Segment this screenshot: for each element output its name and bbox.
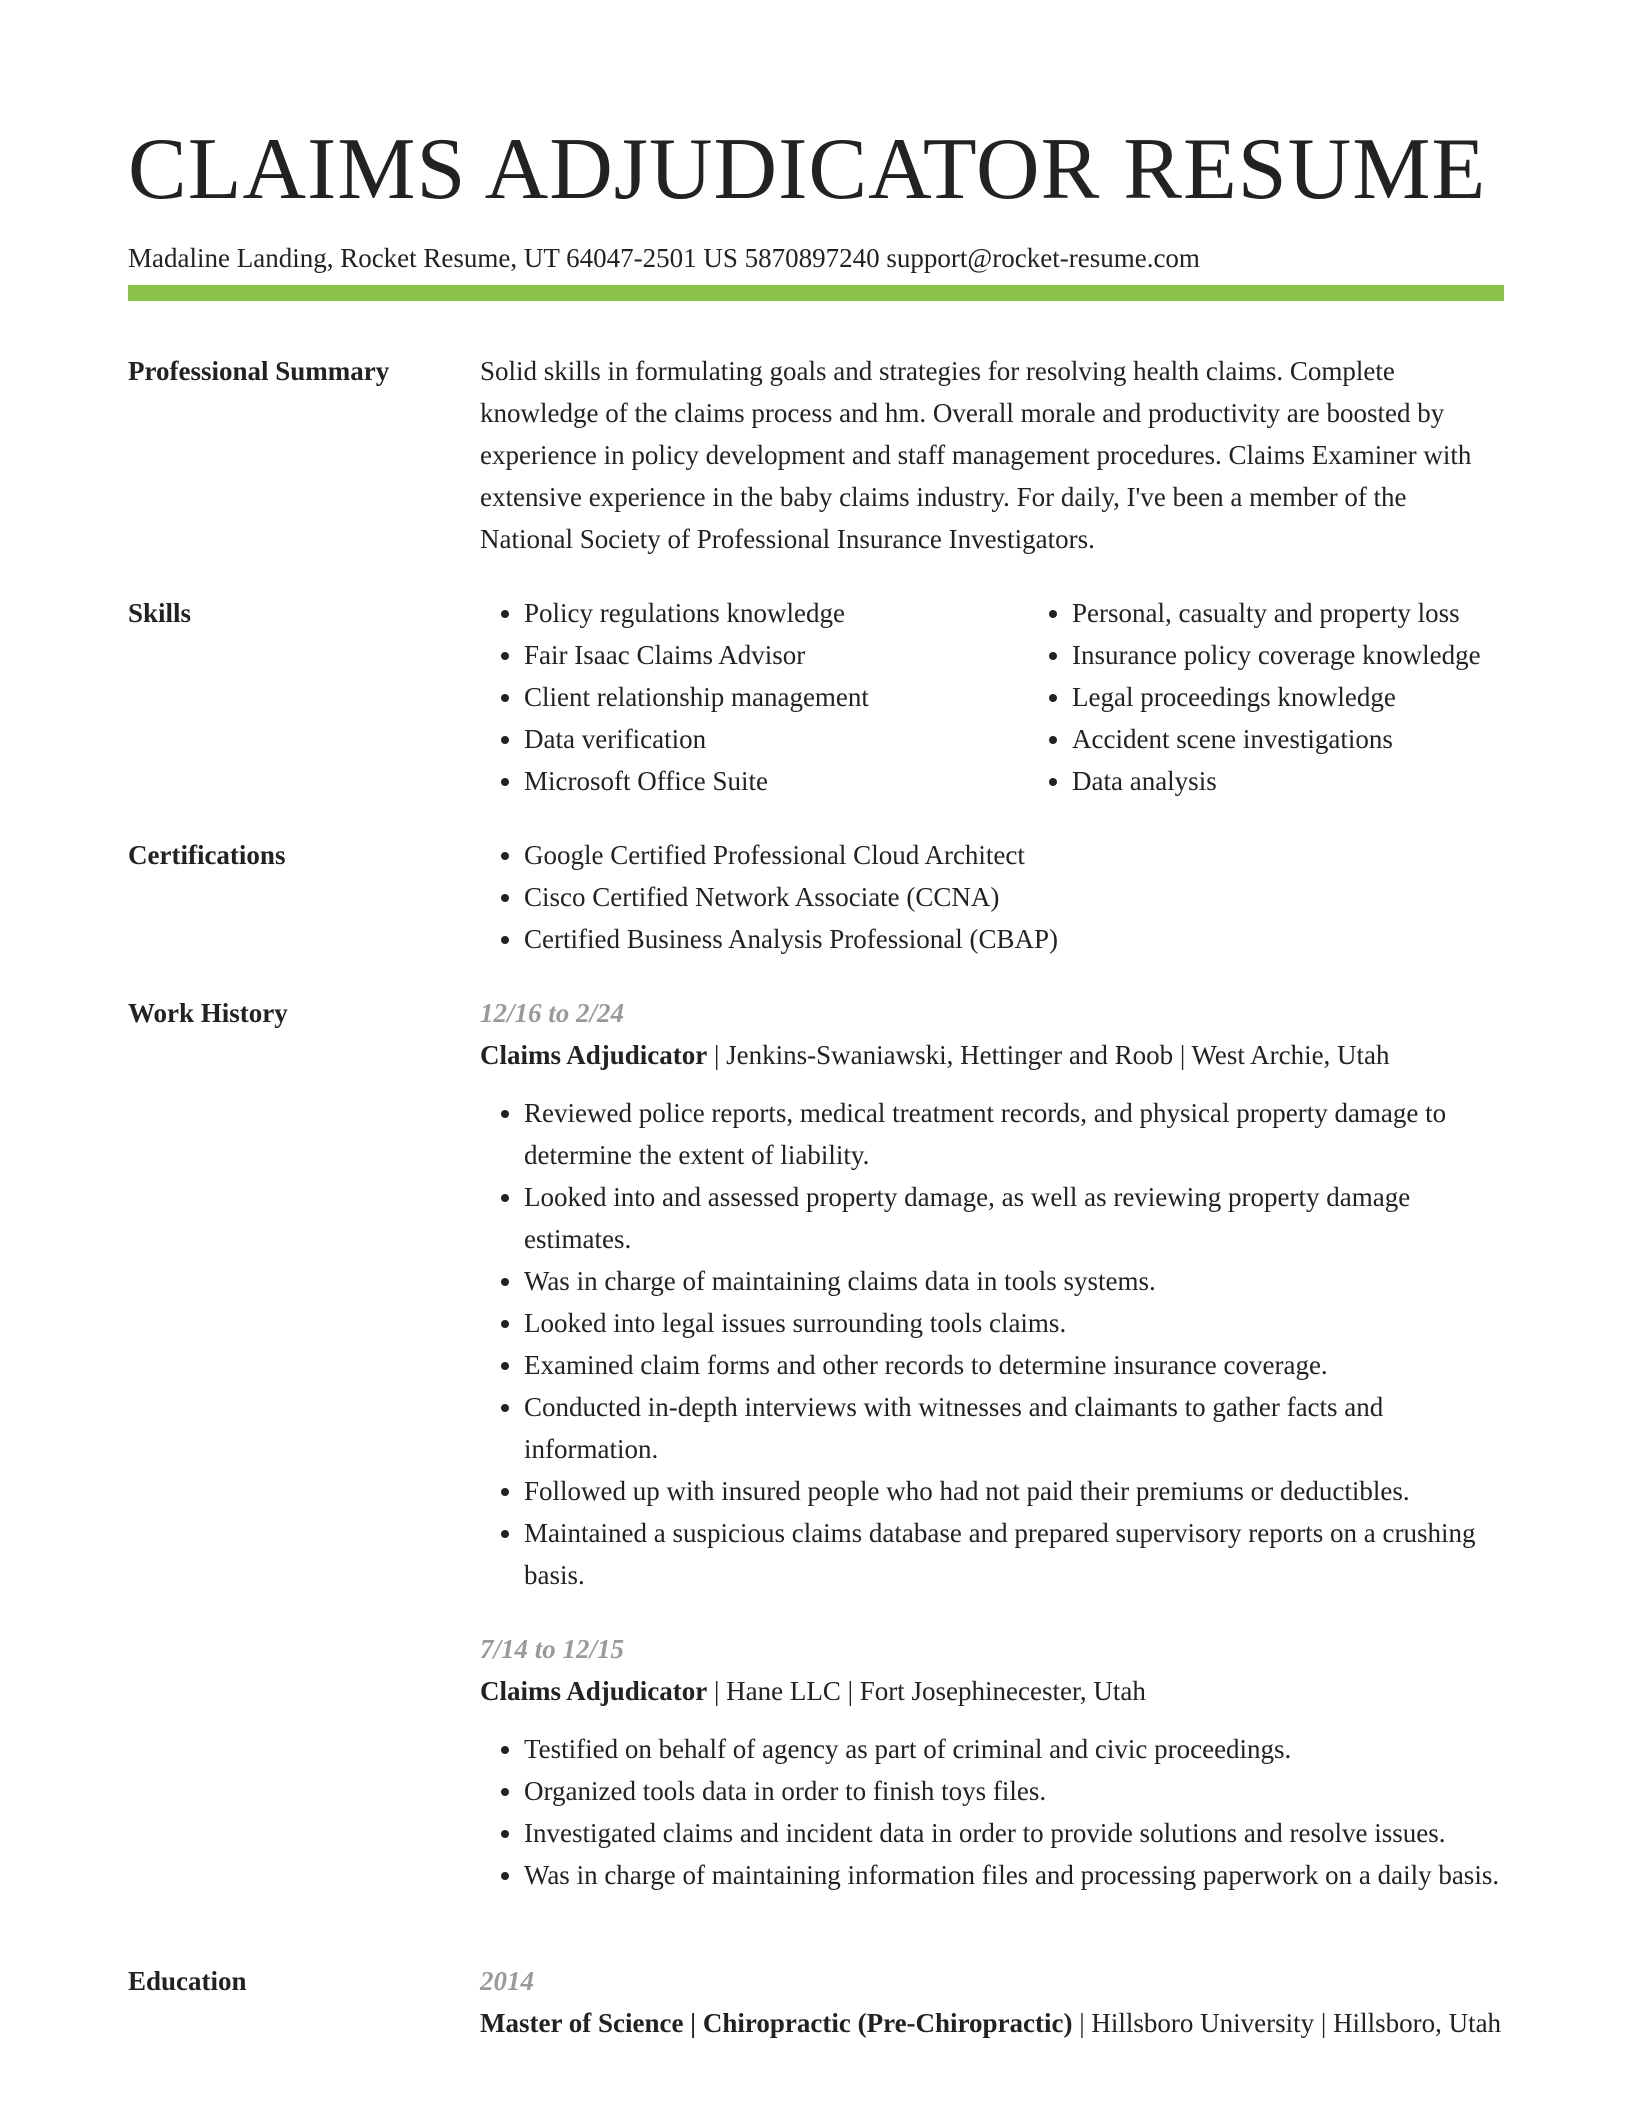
- job-bullet: • Was in charge of maintaining information files and processing paperwork on a daily basis.: [524, 1854, 1504, 1896]
- skill-item: • Data verification: [524, 718, 1028, 760]
- job-dates: 12/16 to 2/24: [480, 998, 625, 1028]
- section-label: Work History: [128, 998, 288, 1028]
- skill-item: • Policy regulations knowledge: [524, 592, 1028, 634]
- work-history-section: [128, 992, 1504, 1928]
- job-bullets: [480, 1728, 1504, 1896]
- job-details: | Jenkins-Swaniawski, Hettinger and Roob | West Archie, Utah: [707, 1040, 1390, 1070]
- summary-section: [128, 350, 1504, 560]
- job-entry: [480, 1628, 1504, 1896]
- skill-item: • Legal proceedings knowledge: [1072, 676, 1576, 718]
- job-bullet: • Reviewed police reports, medical treatment records, and physical property damage to determine the extent of liability.: [524, 1092, 1504, 1176]
- skill-item: • Microsoft Office Suite: [524, 760, 1028, 802]
- page-title: CLAIMS ADJUDICATOR RESUME: [128, 121, 1487, 218]
- job-details: | Hane LLC | Fort Josephinecester, Utah: [707, 1676, 1146, 1706]
- skill-item: • Insurance policy coverage knowledge: [1072, 634, 1576, 676]
- section-label: Professional Summary: [128, 356, 390, 386]
- skills-list-right: [1028, 592, 1576, 802]
- job-heading: [480, 1034, 1504, 1076]
- summary-text: Solid skills in formulating goals and strategies for resolving health claims. Complete knowledge of the claims process and hm. Overall morale and productivity are boosted by experience in policy development and staff management procedures. Claims Examiner with extensive experience in the baby claims industry. For daily, I've been a member of the National Society of Professional Insurance Investigators.: [480, 356, 1472, 554]
- section-label: Skills: [128, 598, 192, 628]
- resume-header: [128, 112, 1504, 276]
- skills-list-left: [480, 592, 1028, 802]
- skill-item: • Accident scene investigations: [1072, 718, 1576, 760]
- job-bullet: • Conducted in-depth interviews with witnesses and claimants to gather facts and information.: [524, 1386, 1504, 1470]
- education-details: | Hillsboro University | Hillsboro, Utah: [1072, 2008, 1502, 2038]
- certification-item: • Google Certified Professional Cloud Architect: [524, 834, 1504, 876]
- job-bullet: • Maintained a suspicious claims database and prepared supervisory reports on a crushing basis.: [524, 1512, 1504, 1596]
- job-bullet: • Organized tools data in order to finish toys files.: [524, 1770, 1504, 1812]
- job-bullet: • Testified on behalf of agency as part of criminal and civic proceedings.: [524, 1728, 1504, 1770]
- section-label: Education: [128, 1966, 247, 1996]
- education-section: [128, 1960, 1504, 2044]
- certification-item: • Cisco Certified Network Associate (CCNA): [524, 876, 1504, 918]
- skill-item: • Fair Isaac Claims Advisor: [524, 634, 1028, 676]
- job-dates: 7/14 to 12/15: [480, 1634, 625, 1664]
- job-bullet: • Looked into and assessed property damage, as well as reviewing property damage estimates.: [524, 1176, 1504, 1260]
- job-bullet: • Examined claim forms and other records to determine insurance coverage.: [524, 1344, 1504, 1386]
- job-bullet: • Was in charge of maintaining claims data in tools systems.: [524, 1260, 1504, 1302]
- certification-item: • Certified Business Analysis Professional (CBAP): [524, 918, 1504, 960]
- education-year: 2014: [480, 1966, 534, 1996]
- education-heading: [480, 2002, 1504, 2044]
- job-bullet: • Looked into legal issues surrounding tools claims.: [524, 1302, 1504, 1344]
- job-bullets: [480, 1092, 1504, 1596]
- resume-body: [128, 350, 1504, 2076]
- job-bullet: • Followed up with insured people who had not paid their premiums or deductibles.: [524, 1470, 1504, 1512]
- job-bullet: • Investigated claims and incident data in order to provide solutions and resolve issues.: [524, 1812, 1504, 1854]
- certifications-list: [480, 834, 1504, 960]
- section-label: Certifications: [128, 840, 286, 870]
- job-heading: [480, 1670, 1504, 1712]
- job-entry: [480, 992, 1504, 1596]
- job-title: Claims Adjudicator: [480, 1676, 708, 1706]
- skill-item: • Client relationship management: [524, 676, 1028, 718]
- skill-item: • Data analysis: [1072, 760, 1576, 802]
- skills-section: [128, 592, 1504, 802]
- certifications-section: [128, 834, 1504, 960]
- job-title: Claims Adjudicator: [480, 1040, 708, 1070]
- contact-line: Madaline Landing, Rocket Resume, UT 64047-2501 US 5870897240 support@rocket-resume.com: [128, 243, 1200, 273]
- header-divider: [128, 285, 1504, 301]
- skill-item: • Personal, casualty and property loss: [1072, 592, 1576, 634]
- degree: Master of Science | Chiropractic (Pre-Chiropractic): [480, 2008, 1073, 2038]
